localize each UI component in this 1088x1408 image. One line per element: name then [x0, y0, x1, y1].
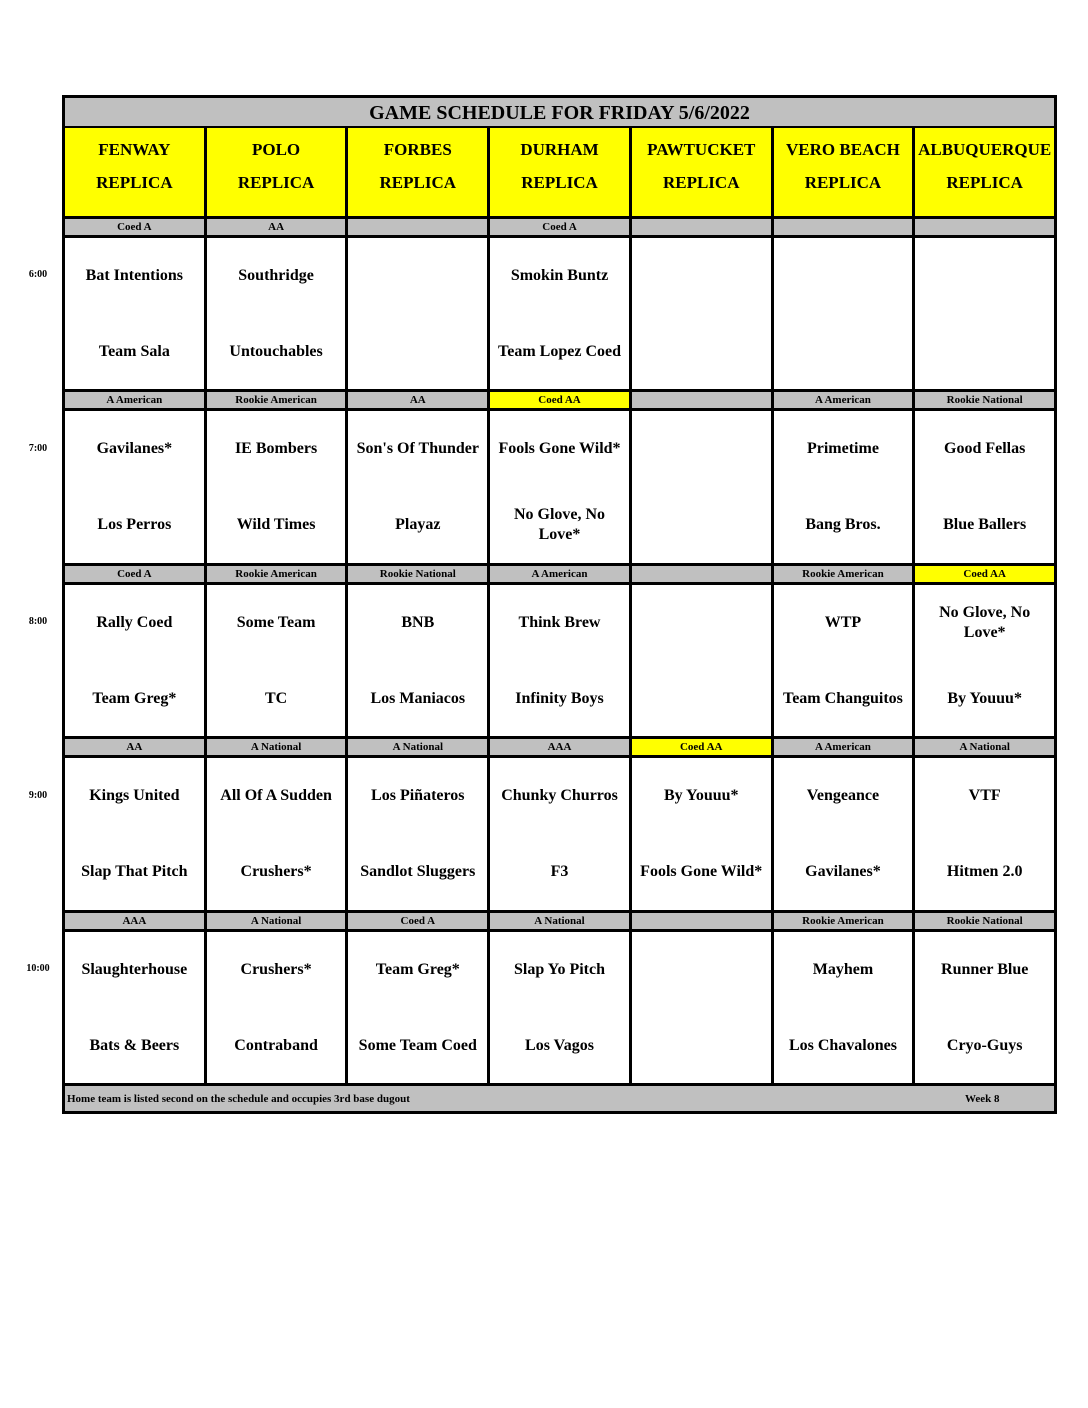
field-name: PAWTUCKET	[647, 140, 756, 159]
time-column	[0, 0, 62, 1408]
away-team: Primetime	[806, 440, 879, 457]
field-subtitle: REPLICA	[804, 173, 882, 192]
schedule-title: GAME SCHEDULE FOR FRIDAY 5/6/2022	[65, 98, 1054, 128]
time-label: 10:00	[26, 963, 50, 974]
field-header	[348, 128, 490, 216]
home-team: By Youuu*	[947, 690, 1022, 707]
home-team: Team Changuitos	[783, 690, 903, 707]
division-label: A National	[207, 739, 349, 755]
field-name: FORBES	[383, 140, 452, 159]
division-label: Coed A	[65, 566, 207, 582]
away-team: Gavilanes*	[96, 440, 173, 457]
game-cell	[65, 932, 207, 1084]
field-subtitle: REPLICA	[521, 173, 598, 192]
home-team: Some Team Coed	[358, 1037, 477, 1054]
game-cell	[915, 758, 1054, 910]
division-label: AA	[348, 392, 490, 408]
away-team: Slap Yo Pitch	[514, 961, 605, 978]
division-label: AA	[65, 739, 207, 755]
game-cell	[207, 758, 349, 910]
division-label: A National	[348, 739, 490, 755]
home-team: Team Lopez Coed	[498, 343, 621, 360]
division-label: A National	[959, 741, 1010, 753]
field-subtitle: REPLICA	[946, 173, 1023, 192]
division-row	[65, 736, 1054, 758]
home-team: Team Sala	[98, 343, 170, 360]
home-team	[632, 677, 771, 721]
game-cell	[774, 238, 916, 390]
away-team: Crushers*	[240, 961, 312, 978]
away-team: All Of A Sudden	[220, 787, 332, 804]
away-team	[915, 254, 1054, 298]
division-label: Coed AA	[915, 566, 1054, 582]
division-label: A American	[65, 392, 207, 408]
field-name: VERO BEACH	[786, 140, 900, 159]
division-label: Coed AA	[632, 739, 774, 755]
field-header	[774, 128, 916, 216]
away-team: Bat Intentions	[85, 267, 184, 284]
away-team	[632, 254, 771, 298]
game-cell	[774, 585, 916, 737]
game-row	[65, 758, 1054, 910]
division-label: Coed A	[348, 913, 490, 929]
division-label: AA	[207, 219, 349, 235]
division-label	[632, 392, 774, 408]
field-subtitle: REPLICA	[379, 173, 457, 192]
home-team: Los Maniacos	[370, 690, 466, 707]
field-subtitle: REPLICA	[96, 173, 173, 192]
game-cell	[632, 758, 774, 910]
game-row	[65, 585, 1054, 737]
home-team: Bang Bros.	[805, 516, 881, 533]
home-team: TC	[264, 690, 288, 707]
division-label: A American	[774, 392, 916, 408]
home-team: Blue Ballers	[943, 516, 1027, 533]
away-team: WTP	[824, 614, 862, 631]
division-label: A American	[774, 739, 916, 755]
home-team	[774, 330, 913, 374]
game-cell	[490, 238, 632, 390]
game-cell	[774, 411, 916, 563]
away-team	[632, 427, 771, 471]
game-cell	[65, 585, 207, 737]
away-team: No Glove, No Love*	[939, 604, 1031, 641]
home-team	[632, 1024, 771, 1068]
division-label	[915, 219, 1054, 235]
away-team: Team Greg*	[375, 961, 460, 978]
home-team	[632, 330, 771, 374]
home-team: Los Perros	[97, 516, 172, 533]
game-cell	[207, 932, 349, 1084]
game-cell	[774, 758, 916, 910]
away-team	[632, 601, 771, 645]
division-label: Coed A	[65, 219, 207, 235]
home-team	[915, 330, 1054, 374]
away-team: IE Bombers	[234, 440, 318, 457]
division-label: Rookie National	[946, 915, 1023, 927]
game-cell	[65, 238, 207, 390]
game-cell	[915, 932, 1054, 1084]
home-team: Untouchables	[229, 343, 323, 360]
field-header-row	[65, 128, 1054, 216]
field-header	[207, 128, 349, 216]
away-team: Good Fellas	[944, 440, 1026, 457]
division-row	[65, 910, 1054, 932]
schedule-footer	[65, 1083, 1054, 1111]
game-cell	[632, 411, 774, 563]
home-team: Los Chavalones	[788, 1037, 897, 1054]
away-team: Vengeance	[806, 787, 880, 804]
field-name: DURHAM	[520, 140, 599, 159]
away-team: VTF	[968, 787, 1001, 804]
division-label: Coed AA	[490, 392, 632, 408]
game-cell	[490, 758, 632, 910]
time-label: 7:00	[28, 443, 48, 454]
home-team: Contraband	[234, 1037, 318, 1054]
division-label: Rookie National	[946, 394, 1023, 406]
game-cell	[348, 932, 490, 1084]
division-row	[65, 389, 1054, 411]
away-team: Some Team	[236, 614, 316, 631]
away-team: Chunky Churros	[501, 787, 618, 804]
time-label: 8:00	[28, 616, 48, 627]
division-label: AAA	[490, 739, 632, 755]
away-team: Southridge	[238, 267, 314, 284]
field-subtitle: REPLICA	[237, 173, 315, 192]
division-label	[632, 219, 774, 235]
home-team: No Glove, No Love*	[513, 506, 606, 543]
away-team: By Youuu*	[663, 787, 739, 804]
game-cell	[490, 932, 632, 1084]
division-label	[348, 219, 490, 235]
game-cell	[348, 411, 490, 563]
home-team: Playaz	[395, 516, 441, 533]
division-row	[65, 216, 1054, 238]
game-cell	[632, 932, 774, 1084]
away-team: Los Piñateros	[371, 787, 465, 804]
away-team: Kings United	[89, 787, 180, 804]
field-name: FENWAY	[98, 140, 171, 159]
away-team: BNB	[401, 614, 435, 631]
game-cell	[348, 758, 490, 910]
game-cell	[490, 585, 632, 737]
division-label	[774, 219, 916, 235]
home-team: F3	[550, 863, 569, 880]
division-label: Rookie National	[348, 566, 490, 582]
field-header	[490, 128, 632, 216]
field-header	[65, 128, 207, 216]
away-team: Mayhem	[812, 961, 874, 978]
game-cell	[490, 411, 632, 563]
home-team: Bats & Beers	[89, 1037, 180, 1054]
game-cell	[348, 585, 490, 737]
home-team: Infinity Boys	[515, 690, 604, 707]
field-header	[632, 128, 774, 216]
game-cell	[915, 238, 1054, 390]
home-team: Gavilanes*	[805, 863, 881, 880]
home-team: Sandlot Sluggers	[360, 863, 476, 880]
division-label	[632, 913, 774, 929]
home-team	[632, 503, 771, 547]
away-team	[348, 254, 487, 298]
home-team: Hitmen 2.0	[946, 863, 1023, 880]
away-team: Fools Gone Wild*	[498, 440, 621, 457]
game-cell	[632, 585, 774, 737]
game-cell	[65, 411, 207, 563]
division-label: Rookie American	[774, 913, 916, 929]
division-label: Rookie American	[207, 566, 349, 582]
game-row	[65, 238, 1054, 390]
away-team: Smokin Buntz	[510, 267, 609, 284]
division-label: A National	[207, 913, 349, 929]
field-name: POLO	[251, 140, 301, 159]
home-team: Slap That Pitch	[81, 863, 188, 880]
field-subtitle: REPLICA	[662, 173, 740, 192]
time-label: 9:00	[28, 790, 48, 801]
game-cell	[207, 411, 349, 563]
home-team: Team Greg*	[92, 690, 177, 707]
home-team: Fools Gone Wild*	[640, 863, 763, 880]
field-name: ALBUQUERQUE	[918, 140, 1052, 159]
week-label: Week 8	[965, 1093, 1000, 1105]
division-label: Coed A	[490, 219, 632, 235]
away-team: Runner Blue	[941, 961, 1029, 978]
away-team: Rally Coed	[96, 614, 173, 631]
game-cell	[774, 932, 916, 1084]
home-team: Cryo-Guys	[946, 1037, 1023, 1054]
time-label: 6:00	[28, 269, 48, 280]
division-label: AAA	[65, 913, 207, 929]
field-header	[915, 128, 1054, 216]
game-cell	[65, 758, 207, 910]
division-label	[632, 566, 774, 582]
away-team: Slaughterhouse	[81, 961, 188, 978]
away-team	[774, 254, 913, 298]
home-team-note: Home team is listed second on the schedule and occupies 3rd base dugout	[67, 1093, 410, 1105]
home-team: Los Vagos	[525, 1037, 594, 1054]
division-label: Rookie American	[207, 392, 349, 408]
away-team	[632, 948, 771, 992]
game-cell	[632, 238, 774, 390]
game-cell	[207, 585, 349, 737]
division-row	[65, 563, 1054, 585]
division-label: Rookie American	[774, 566, 916, 582]
game-cell	[915, 585, 1054, 737]
game-cell	[348, 238, 490, 390]
game-row	[65, 932, 1054, 1084]
division-label: A American	[490, 566, 632, 582]
away-team: Son's Of Thunder	[356, 440, 479, 457]
home-team: Crushers*	[240, 863, 312, 880]
schedule-table	[62, 95, 1057, 1114]
away-team: Think Brew	[518, 614, 601, 631]
home-team: Wild Times	[236, 516, 316, 533]
game-row	[65, 411, 1054, 563]
game-cell	[207, 238, 349, 390]
home-team	[348, 330, 487, 374]
division-label: A National	[490, 913, 632, 929]
game-cell	[915, 411, 1054, 563]
